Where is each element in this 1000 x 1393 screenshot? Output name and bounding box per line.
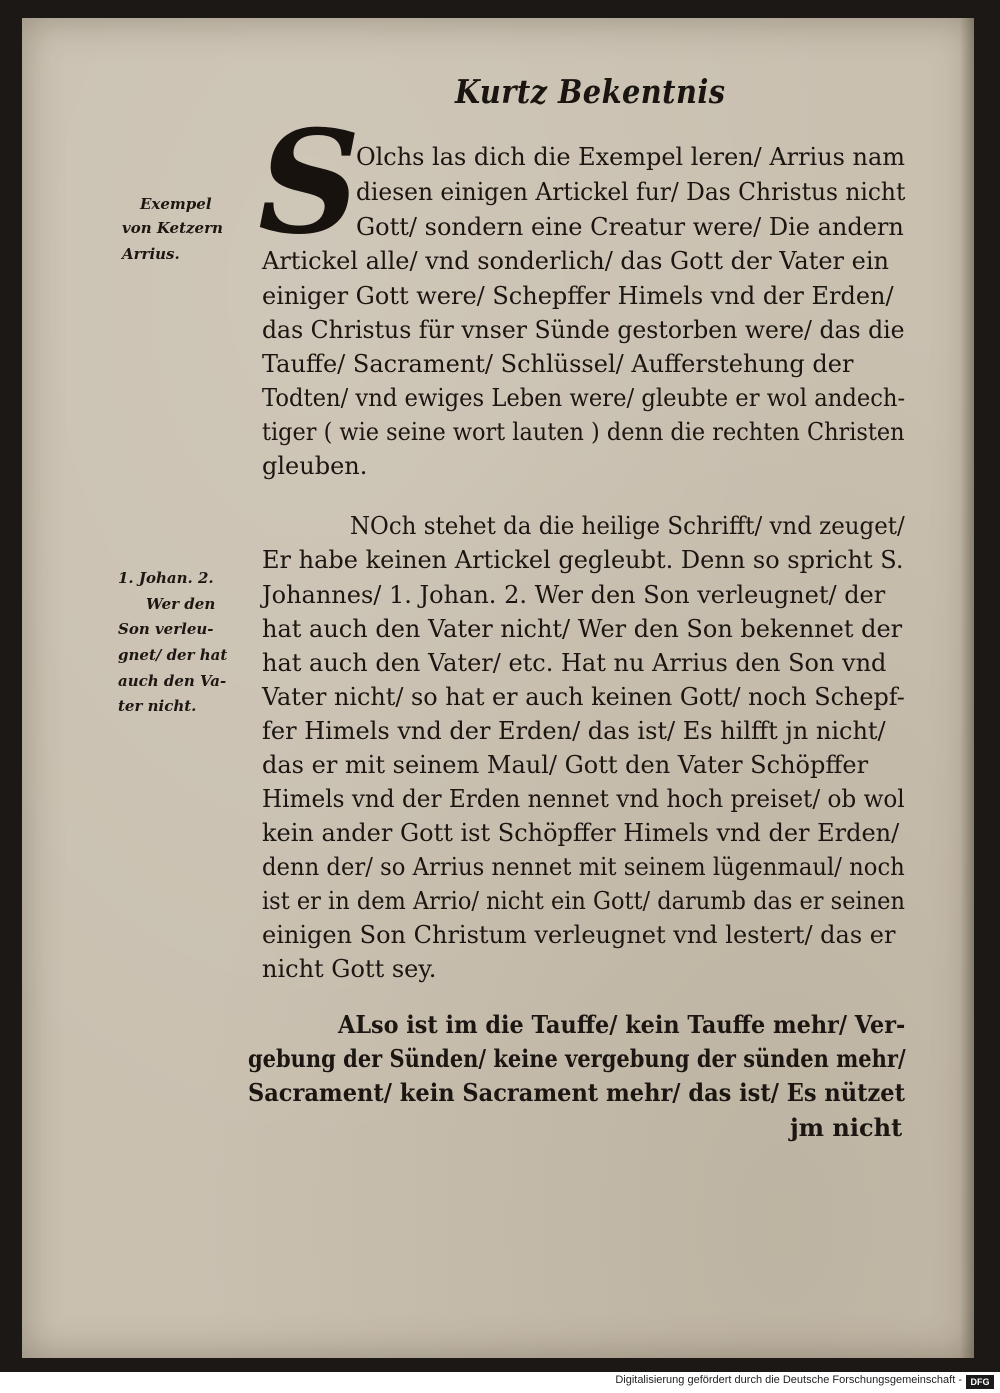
marginal-note-line: Exempel [140, 195, 212, 213]
footer-credit: Digitalisierung gefördert durch die Deutsche Forschungsgemeinschaft - [615, 1374, 962, 1386]
page-edge-shadow [960, 18, 974, 1358]
marginal-note-line: Wer den [146, 595, 216, 613]
body-text-line: kein ander Gott ist Schöpffer Himels vnd der Erden/ [262, 819, 900, 847]
body-text-line: das er mit seinem Maul/ Gott den Vater Schöpffer [262, 751, 869, 779]
marginal-note-line: ter nicht. [118, 697, 197, 715]
drop-cap-initial: S [258, 100, 361, 266]
body-text-line: ALso ist im die Tauffe/ kein Tauffe mehr/ Ver- [338, 1010, 906, 1039]
body-text-line: einiger Gott were/ Schepffer Himels vnd der Erden/ [262, 282, 894, 310]
marginal-note-line: Son verleu- [118, 620, 214, 638]
dfg-logo: DFG [966, 1375, 994, 1389]
body-text-line: Sacrament/ kein Sacrament mehr/ das ist/ Es nützet [248, 1078, 905, 1107]
running-head: Kurtz Bekentnis [455, 72, 726, 111]
marginal-note-line: 1. Johan. 2. [118, 569, 214, 587]
body-text-line: Artickel alle/ vnd sonderlich/ das Gott der Vater ein [262, 247, 889, 275]
body-text-line: ist er in dem Arrio/ nicht ein Gott/ darumb das er seinen [262, 887, 905, 915]
body-text-line: gebung der Sünden/ keine vergebung der sünden mehr/ [248, 1044, 906, 1073]
body-text-line: Gott/ sondern eine Creatur were/ Die andern [356, 213, 904, 241]
body-text-line: das Christus für vnser Sünde gestorben were/ das die [262, 316, 905, 344]
body-text-line: denn der/ so Arrius nennet mit seinem lügenmaul/ noch [262, 853, 905, 881]
body-text-line: Tauffe/ Sacrament/ Schlüssel/ Aufferstehung der [262, 350, 854, 378]
marginal-note-line: Arrius. [122, 245, 180, 263]
body-text-line: Johannes/ 1. Johan. 2. Wer den Son verleugnet/ der [262, 581, 886, 609]
body-text-line: diesen einigen Artickel fur/ Das Christus nicht [356, 178, 906, 206]
body-text-line: Himels vnd der Erden nennet vnd hoch preiset/ ob wol [262, 785, 905, 813]
body-text-line: nicht Gott sey. [262, 955, 437, 983]
body-text-line: Er habe keinen Artickel gegleubt. Denn so spricht S. [262, 546, 904, 574]
body-text-line: hat auch den Vater/ etc. Hat nu Arrius den Son vnd [262, 649, 887, 677]
marginal-note-line: von Ketzern [122, 219, 223, 237]
marginal-note-line: gnet/ der hat [118, 646, 228, 664]
body-text-line: Vater nicht/ so hat er auch keinen Gott/ noch Schepf- [262, 683, 905, 711]
body-text-line: tiger ( wie seine wort lauten ) denn die rechten Christen [262, 418, 905, 446]
body-text-line: fer Himels vnd der Erden/ das ist/ Es hilfft jn nicht/ [262, 717, 886, 745]
body-text-line: NOch stehet da die heilige Schrifft/ vnd zeuget/ [350, 512, 905, 540]
marginal-note-line: auch den Va- [118, 672, 227, 690]
body-text-line: einigen Son Christum verleugnet vnd lestert/ das er [262, 921, 896, 949]
body-text-line: gleuben. [262, 452, 368, 480]
body-text-line: hat auch den Vater nicht/ Wer den Son bekennet der [262, 615, 903, 643]
body-text-line: Todten/ vnd ewiges Leben were/ gleubte er wol andech- [262, 384, 906, 412]
catchword: jm nicht [790, 1113, 903, 1142]
body-text-line: Olchs las dich die Exempel leren/ Arrius nam [356, 143, 905, 171]
